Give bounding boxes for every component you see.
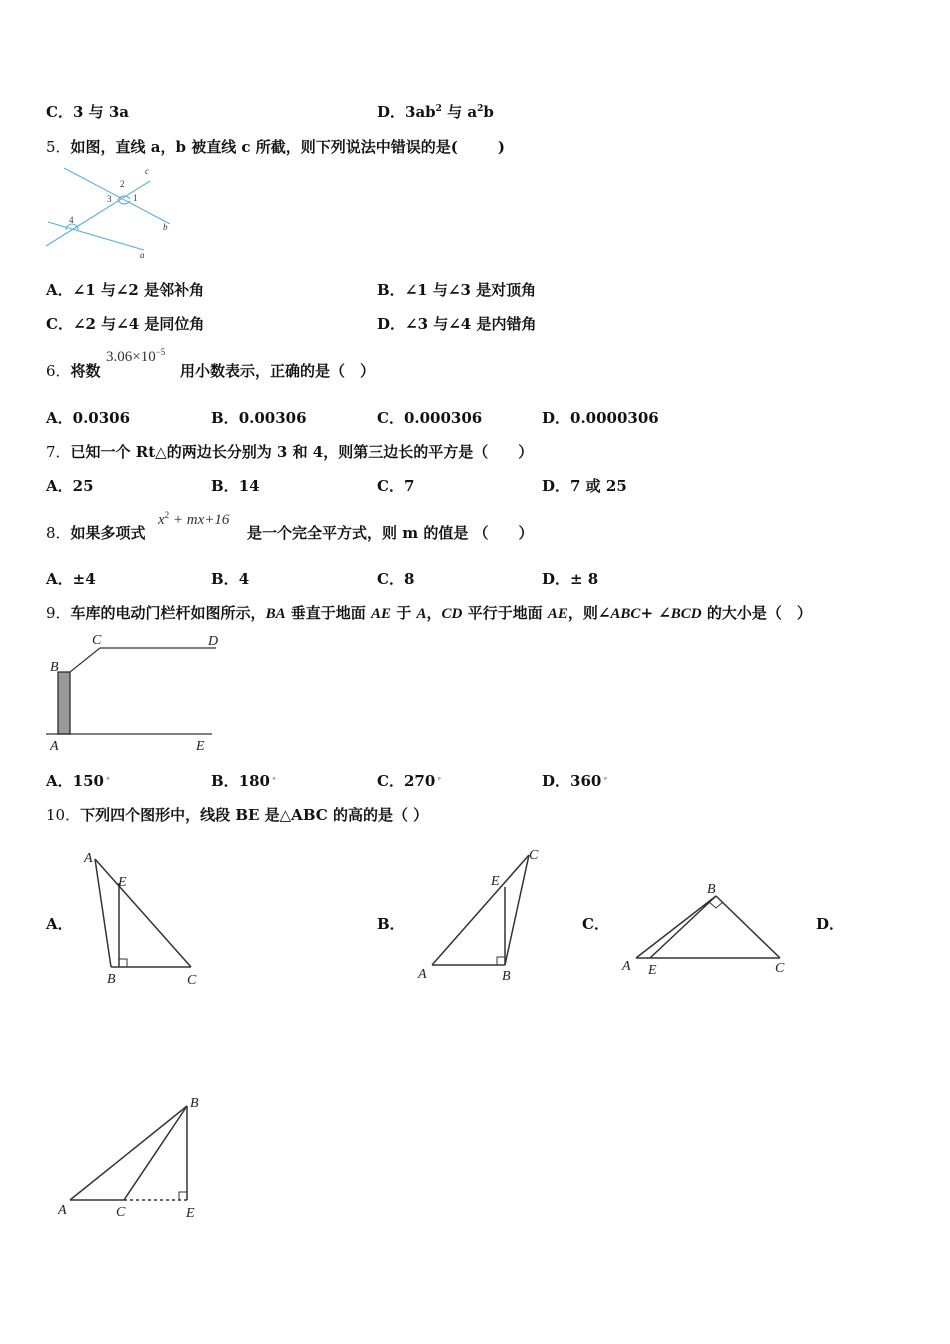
q9-option-a[interactable]: A．150 ° xyxy=(46,772,110,790)
svg-text:C: C xyxy=(92,633,102,648)
q8-option-a[interactable]: A．±4 xyxy=(46,570,96,588)
q9-figure xyxy=(44,628,224,756)
q7-option-c[interactable]: C．7 xyxy=(377,477,415,495)
label-angle-1: 1 xyxy=(133,193,138,203)
svg-text:A: A xyxy=(58,1203,67,1218)
q5-option-d[interactable]: D．∠3 与∠4 是内错角 xyxy=(377,315,537,333)
q10-figure-c xyxy=(618,876,798,986)
q8-option-b[interactable]: B．4 xyxy=(211,570,250,588)
q10-question: 10．下列四个图形中，线段 BE 是△ABC 的高的是（ ） xyxy=(46,806,429,824)
svg-text:C: C xyxy=(775,961,785,976)
label-a: a xyxy=(140,250,145,260)
q8-question: 8．如果多项式 xyxy=(46,524,146,542)
q10-option-d[interactable]: D． xyxy=(816,915,845,933)
label-c: c xyxy=(145,166,149,176)
svg-text:E: E xyxy=(196,739,205,754)
q6-option-d[interactable]: D．0.0000306 xyxy=(542,409,659,427)
label-angle-2: 2 xyxy=(120,179,125,189)
svg-text:E: E xyxy=(491,874,500,889)
svg-text:A: A xyxy=(84,851,93,866)
q5-figure xyxy=(44,164,179,264)
svg-text:E: E xyxy=(186,1206,195,1221)
q7-question: 7．已知一个 Rt△的两边长分别为 3 和 4，则第三边长的平方是（ ） xyxy=(46,443,534,461)
q9-question: 9．车库的电动门栏杆如图所示，BA 垂直于地面 AE 于 A，CD 平行于地面 AE，则∠ABC+ ∠BCD 的大小是（ ） xyxy=(46,604,812,622)
svg-text:B: B xyxy=(707,882,716,897)
svg-text:C: C xyxy=(187,973,197,988)
q6-question-tail: 用小数表示，正确的是（ ） xyxy=(180,362,376,380)
q10-option-a[interactable]: A． xyxy=(46,915,73,933)
svg-text:C: C xyxy=(116,1205,126,1220)
q7-option-a[interactable]: A．25 xyxy=(46,477,94,495)
svg-text:D: D xyxy=(208,634,219,649)
q6-option-b[interactable]: B．0.00306 xyxy=(211,409,307,427)
q6-question: 6．将数 xyxy=(46,362,101,380)
q5-option-b[interactable]: B．∠1 与∠3 是对顶角 xyxy=(377,281,537,299)
q8-question-tail: 是一个完全平方式，则 m 的值是 （ ） xyxy=(247,524,534,542)
q6-option-c[interactable]: C．0.000306 xyxy=(377,409,483,427)
q7-option-d[interactable]: D．7 或 25 xyxy=(542,477,627,495)
svg-text:C: C xyxy=(529,848,539,863)
svg-text:B: B xyxy=(50,660,59,675)
gate-post xyxy=(58,672,70,734)
q10-option-b[interactable]: B． xyxy=(377,915,405,933)
label-angle-4: 4 xyxy=(69,215,74,225)
q8-option-d[interactable]: D．± 8 xyxy=(542,570,599,588)
q7-option-b[interactable]: B．14 xyxy=(211,477,260,495)
svg-text:E: E xyxy=(118,875,127,890)
gate-arm xyxy=(70,648,216,672)
q10-figure-a xyxy=(80,845,210,990)
line-c xyxy=(64,168,170,224)
svg-text:B: B xyxy=(107,972,116,987)
q6-math-expression: $3.06\times 10^{-5}$ xyxy=(106,347,166,365)
q10-figure-b xyxy=(412,843,552,988)
svg-text:A: A xyxy=(622,959,631,974)
q8-math-expression: $x^2 + mx+16$ xyxy=(158,510,230,528)
svg-text:A: A xyxy=(50,739,59,754)
q4-option-d[interactable]: D．$3ab^2$ 与 $a^2b$ xyxy=(377,103,494,121)
q9-option-b[interactable]: B．180 ° xyxy=(211,772,276,790)
q5-option-c[interactable]: C．∠2 与∠4 是同位角 xyxy=(46,315,205,333)
svg-text:E: E xyxy=(648,963,657,978)
q5-option-a[interactable]: A．∠1 与∠2 是邻补角 xyxy=(46,281,205,299)
q5-question: 5．如图，直线 a，b 被直线 c 所截，则下列说法中错误的是( ) xyxy=(46,138,505,156)
q10-option-c[interactable]: C． xyxy=(582,915,609,933)
label-b: b xyxy=(163,222,168,232)
svg-text:B: B xyxy=(502,969,511,984)
q6-option-a[interactable]: A．0.0306 xyxy=(46,409,131,427)
q8-option-c[interactable]: C．8 xyxy=(377,570,415,588)
q9-option-c[interactable]: C．270 ° xyxy=(377,772,442,790)
q10-figure-d xyxy=(52,1090,222,1225)
label-angle-3: 3 xyxy=(107,194,112,204)
q9-option-d[interactable]: D．360 ° xyxy=(542,772,608,790)
svg-text:A: A xyxy=(418,967,427,982)
q4-option-c[interactable]: C．3 与 3a xyxy=(46,103,129,121)
svg-text:B: B xyxy=(190,1096,199,1111)
